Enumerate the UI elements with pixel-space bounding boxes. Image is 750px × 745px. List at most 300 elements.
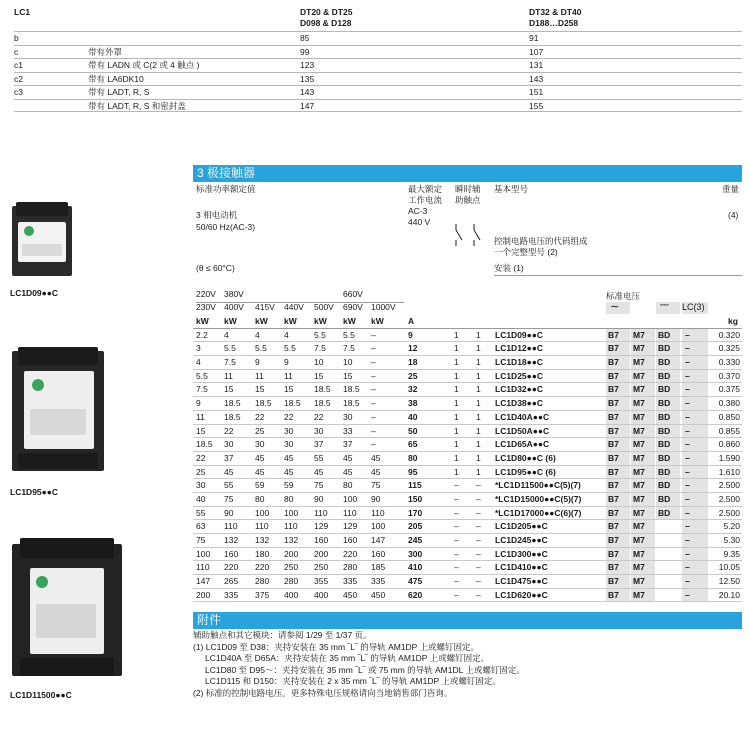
- code-m7: M7: [633, 439, 645, 450]
- power-value: 33: [343, 425, 353, 436]
- power-value: 45: [371, 452, 381, 463]
- weight-note: (4): [728, 210, 739, 220]
- power-value: 3: [196, 343, 201, 354]
- dimension-value-2: 143: [529, 73, 544, 84]
- nc-contact: 1: [476, 452, 481, 463]
- power-value: 265: [224, 576, 239, 587]
- power-value: 11: [284, 370, 293, 381]
- reference: LC1D38●●C: [495, 398, 544, 409]
- dimension-row: [14, 85, 742, 99]
- voltage-label: 440V: [284, 302, 304, 312]
- power-value: 10: [314, 357, 324, 368]
- table-row: [193, 466, 742, 480]
- current-value: 32: [408, 384, 418, 395]
- voltage-row-2: [193, 302, 413, 314]
- nc-contact: –: [476, 576, 481, 587]
- code-lc3: –: [685, 425, 690, 436]
- unit-label: kW: [314, 316, 327, 326]
- temperature-label: (θ ≤ 60°C): [196, 263, 235, 273]
- current-value: 205: [408, 521, 423, 532]
- code-lc3: –: [685, 535, 690, 545]
- voltage-label: 400V: [224, 302, 244, 312]
- power-value: –: [371, 370, 376, 381]
- code-b7: B7: [608, 343, 619, 354]
- no-contact: –: [454, 535, 459, 545]
- no-contact: 1: [454, 452, 459, 463]
- dimension-row: [14, 31, 742, 45]
- code-b7: B7: [608, 466, 619, 477]
- current-value: 150: [408, 493, 423, 504]
- code-b7: B7: [608, 562, 619, 573]
- power-value: 18.5: [314, 398, 331, 409]
- code-m7: M7: [633, 507, 645, 518]
- no-contact: –: [454, 493, 459, 504]
- code-bd: BD: [658, 398, 671, 409]
- code-m7: M7: [633, 576, 645, 587]
- code-b7: B7: [608, 535, 619, 545]
- power-value: 55: [314, 452, 324, 463]
- power-value: 11: [224, 370, 233, 381]
- code-bd: BD: [658, 329, 671, 340]
- power-value: 11: [255, 370, 264, 381]
- power-value: 15: [343, 370, 353, 381]
- nc-contact: 1: [476, 411, 481, 422]
- code-bd: BD: [658, 466, 671, 477]
- power-value: 9: [196, 398, 201, 409]
- power-value: 147: [371, 535, 386, 545]
- code-lc3: –: [685, 439, 690, 450]
- code-m7: M7: [633, 329, 645, 340]
- power-value: 18.5: [255, 398, 272, 409]
- reference: LC1D95●●C (6): [495, 466, 556, 477]
- dimension-value-1: 147: [300, 100, 315, 111]
- current-value: 245: [408, 535, 423, 545]
- code-m7: M7: [633, 411, 645, 422]
- reference: LC1D12●●C: [495, 343, 544, 354]
- power-value: 4: [284, 329, 289, 340]
- dimension-description: 带有 LADT, R, S: [88, 87, 150, 97]
- voltage-label: 1000V: [371, 302, 396, 312]
- no-contact: 1: [454, 439, 459, 450]
- power-value: 22: [224, 425, 234, 436]
- dimension-table-header: [14, 4, 742, 31]
- weight-value: 0.850: [718, 411, 740, 422]
- current-value: 170: [408, 507, 423, 518]
- note-line: 辅助触点和其它模块：请参阅 1/29 至 1/37 页。: [193, 630, 372, 640]
- power-value: 37: [224, 452, 234, 463]
- lc3-label: LC(3): [682, 302, 708, 314]
- power-value: 129: [314, 521, 329, 532]
- code-b7: B7: [608, 576, 619, 587]
- unit-label: kW: [196, 316, 209, 326]
- power-value: 335: [343, 576, 358, 587]
- no-contact: –: [454, 480, 459, 491]
- power-value: 250: [314, 562, 329, 573]
- current-value: 300: [408, 548, 423, 559]
- code-lc3: –: [685, 589, 690, 600]
- power-value: 15: [284, 384, 294, 395]
- current-value: 65: [408, 439, 418, 450]
- table-row: [193, 479, 742, 493]
- code-m7: M7: [633, 589, 645, 600]
- power-value: 18.5: [343, 398, 360, 409]
- power-value: 75: [314, 480, 324, 491]
- table-row: [193, 411, 742, 425]
- power-value: 100: [255, 507, 270, 518]
- current-value: 18: [408, 357, 418, 368]
- dimension-description: 带有 LA6DK10: [88, 73, 144, 84]
- nc-contact: 1: [476, 398, 481, 409]
- power-value: 220: [224, 562, 239, 573]
- contactor-photo-large: [10, 538, 124, 680]
- no-contact: 1: [454, 370, 459, 381]
- dimension-value-1: 85: [300, 33, 310, 43]
- dimension-description: 带有外罩: [88, 46, 123, 57]
- nc-contact: –: [476, 589, 481, 600]
- power-value: 4: [224, 329, 229, 340]
- dimension-key: c1: [14, 60, 23, 70]
- power-value: –: [371, 357, 376, 368]
- code-bd: BD: [658, 384, 671, 395]
- voltage-label: 660V: [343, 289, 363, 299]
- table-row: [193, 452, 742, 466]
- power-value: 220: [343, 548, 358, 559]
- power-value: 7.5: [224, 357, 236, 368]
- dimension-value-2: 151: [529, 87, 544, 97]
- nc-contact: –: [476, 562, 481, 573]
- power-value: 4: [255, 329, 260, 340]
- power-value: 22: [255, 411, 265, 422]
- aux-contacts-header: 瞬时辅 助触点: [455, 184, 481, 205]
- table-row: [193, 575, 742, 589]
- power-value: 22: [196, 452, 206, 463]
- code-bd: BD: [658, 507, 671, 518]
- reference: LC1D475●●C: [495, 576, 548, 587]
- reference: LC1D245●●C: [495, 535, 548, 545]
- header-divider: [494, 275, 742, 276]
- code-m7: M7: [633, 548, 645, 559]
- code-b7: B7: [608, 384, 619, 395]
- no-contact: 1: [454, 398, 459, 409]
- voltage-label: 380V: [224, 289, 244, 299]
- weight-value: 0.320: [718, 329, 740, 340]
- voltage-label: 220V: [196, 289, 216, 299]
- power-value: 132: [255, 535, 270, 545]
- code-b7: B7: [608, 370, 619, 381]
- current-value: 410: [408, 562, 423, 573]
- code-lc3: –: [685, 576, 690, 587]
- dimension-value-2: 107: [529, 46, 544, 57]
- photo-caption-2: LC1D95●●C: [10, 487, 59, 497]
- code-m7: M7: [633, 384, 645, 395]
- power-value: 200: [284, 548, 299, 559]
- power-value: 80: [255, 493, 265, 504]
- reference: *LC1D17000●●C(6)(7): [495, 507, 582, 518]
- power-value: 100: [284, 507, 299, 518]
- table-row: [193, 342, 742, 356]
- control-code-note: 控制电路电压的代码组成 一个完整型号 (2): [494, 236, 588, 257]
- power-value: 110: [371, 507, 385, 518]
- weight-value: 0.325: [718, 343, 740, 354]
- reference: LC1D300●●C: [495, 548, 548, 559]
- no-contact: –: [454, 589, 459, 600]
- power-value: 335: [371, 576, 386, 587]
- lc-label: LC1: [14, 7, 31, 17]
- ac-tilde-icon: ∼: [606, 302, 630, 314]
- voltage-type-row: [606, 299, 742, 314]
- power-value: 55: [224, 480, 234, 491]
- power-value: 18.5: [224, 411, 241, 422]
- voltage-label: 500V: [314, 302, 334, 312]
- column-header-2: DT32 & DT40 D188…D258: [529, 7, 582, 28]
- no-contact: 1: [454, 411, 459, 422]
- current-value: 620: [408, 589, 423, 600]
- power-value: 5.5: [314, 329, 326, 340]
- dimension-value-1: 135: [300, 73, 315, 84]
- power-value: 75: [224, 493, 234, 504]
- unit-label: kW: [255, 316, 268, 326]
- code-m7: M7: [633, 493, 645, 504]
- product-table: [193, 315, 742, 602]
- code-b7: B7: [608, 452, 619, 463]
- code-m7: M7: [633, 370, 645, 381]
- dimension-value-2: 131: [529, 60, 544, 70]
- code-b7: B7: [608, 589, 619, 600]
- nc-contact: –: [476, 507, 481, 518]
- power-value: 132: [284, 535, 299, 545]
- dimension-table: [14, 4, 742, 112]
- code-bd: BD: [658, 493, 671, 504]
- section-title-bar: 3 极接触器: [193, 165, 742, 182]
- power-value: 22: [314, 411, 324, 422]
- code-b7: B7: [608, 425, 619, 436]
- code-b7: B7: [608, 480, 619, 491]
- reference: LC1D40A●●C: [495, 411, 550, 422]
- table-row: [193, 370, 742, 384]
- reference: LC1D25●●C: [495, 370, 544, 381]
- power-value: 90: [224, 507, 234, 518]
- nc-contact: 1: [476, 439, 481, 450]
- no-contact: –: [454, 521, 459, 532]
- power-value: 30: [224, 439, 234, 450]
- code-lc3: –: [685, 562, 690, 573]
- current-value: 50: [408, 425, 418, 436]
- code-b7: B7: [608, 357, 619, 368]
- code-m7: M7: [633, 466, 645, 477]
- note-line: (1) LC1D09 至 D38：夹持安装在 35 mm ‾L‾ 的导轨 AM1DP 上或螺钉固定。: [193, 641, 480, 652]
- table-row: [193, 493, 742, 507]
- voltage-divider: [196, 302, 404, 303]
- weight-value: 5.20: [723, 521, 740, 532]
- power-value: 90: [371, 493, 381, 504]
- power-value: 5.5: [343, 329, 355, 340]
- contactor-photo-medium: [10, 345, 106, 477]
- power-value: 7.5: [314, 343, 326, 354]
- reference: LC1D620●●C: [495, 589, 548, 600]
- weight-value: 0.330: [718, 357, 740, 368]
- no-contact: 1: [454, 466, 459, 477]
- power-value: 45: [255, 466, 265, 477]
- code-m7: M7: [633, 343, 645, 354]
- power-value: 30: [314, 425, 324, 436]
- table-header-row: [193, 315, 742, 329]
- code-lc3: –: [685, 466, 690, 477]
- table-row: [193, 356, 742, 370]
- code-b7: B7: [608, 548, 619, 559]
- weight-value: 1.590: [718, 452, 740, 463]
- code-bd: BD: [658, 425, 671, 436]
- power-value: –: [371, 384, 376, 395]
- code-m7: M7: [633, 521, 645, 532]
- power-value: 100: [196, 548, 211, 559]
- dimension-description: 带有 LADT, R, S 和密封盖: [88, 100, 186, 111]
- motor-label-1: 3 相电动机: [196, 210, 238, 220]
- code-bd: BD: [658, 343, 671, 354]
- code-m7: M7: [633, 425, 645, 436]
- code-bd: BD: [658, 439, 671, 450]
- power-value: 45: [255, 452, 265, 463]
- current-value: 475: [408, 576, 423, 587]
- power-value: –: [371, 425, 376, 436]
- current-value: 38: [408, 398, 418, 409]
- note-line: (2) 标准的控制电路电压。更多特殊电压规格请向当地销售部门咨询。: [193, 687, 453, 698]
- weight-value: 2.500: [718, 507, 740, 518]
- power-value: 30: [284, 439, 294, 450]
- power-value: 15: [224, 384, 234, 395]
- power-value: 9: [255, 357, 260, 368]
- code-lc3: –: [685, 329, 690, 340]
- power-value: 25: [255, 425, 265, 436]
- reference: LC1D410●●C: [495, 562, 548, 573]
- power-value: 160: [224, 548, 239, 559]
- contact-symbol-icon: [452, 222, 484, 248]
- power-value: 30: [343, 411, 353, 422]
- no-contact: –: [454, 576, 459, 587]
- dimension-key: c2: [14, 73, 23, 84]
- power-value: 75: [371, 480, 381, 491]
- reference: LC1D205●●C: [495, 521, 548, 532]
- motor-label-2: 50/60 Hz(AC-3): [196, 222, 256, 232]
- no-contact: 1: [454, 329, 459, 340]
- power-value: 45: [343, 452, 353, 463]
- power-value: 400: [284, 589, 299, 600]
- table-row: [193, 425, 742, 439]
- contactor-photo-small: [10, 200, 74, 282]
- weight-value: 0.370: [718, 370, 740, 381]
- weight-value: 2.500: [718, 480, 740, 491]
- power-value: 30: [284, 425, 294, 436]
- code-bd: BD: [658, 411, 671, 422]
- weight-value: 20.10: [718, 589, 740, 600]
- power-value: 15: [314, 370, 324, 381]
- code-lc3: –: [685, 480, 690, 491]
- code-m7: M7: [633, 452, 645, 463]
- std-voltage-label: 标准电压: [606, 291, 641, 301]
- weight-value: 10.05: [718, 562, 740, 573]
- power-value: 220: [255, 562, 270, 573]
- table-row: [193, 534, 742, 548]
- power-value: 30: [196, 480, 206, 491]
- code-bd: BD: [658, 452, 671, 463]
- table-row: [193, 507, 742, 521]
- power-value: 45: [371, 466, 381, 477]
- code-lc3: –: [685, 411, 690, 422]
- code-b7: B7: [608, 507, 619, 518]
- nc-contact: 1: [476, 329, 481, 340]
- unit-label: kW: [284, 316, 297, 326]
- dimension-key: b: [14, 33, 19, 43]
- code-b7: B7: [608, 439, 619, 450]
- dimension-description: 带有 LADN 或 C(2 或 4 触点 ): [88, 60, 200, 70]
- power-value: 15: [255, 384, 265, 395]
- current-value: 9: [408, 329, 413, 340]
- code-b7: B7: [608, 398, 619, 409]
- power-value: 45: [224, 466, 234, 477]
- power-value: 450: [371, 589, 386, 600]
- power-value: 450: [343, 589, 358, 600]
- power-value: 5.5: [196, 370, 208, 381]
- dimension-key: c: [14, 46, 19, 57]
- power-value: 59: [255, 480, 265, 491]
- power-value: 45: [314, 466, 324, 477]
- power-value: 15: [196, 425, 206, 436]
- code-m7: M7: [633, 480, 645, 491]
- code-m7: M7: [633, 562, 645, 573]
- power-value: 250: [284, 562, 299, 573]
- power-value: –: [371, 343, 376, 354]
- power-value: 90: [314, 493, 324, 504]
- table-row: [193, 548, 742, 562]
- code-lc3: –: [685, 452, 690, 463]
- power-value: 25: [196, 466, 206, 477]
- nc-contact: 1: [476, 357, 481, 368]
- power-value: –: [371, 439, 376, 450]
- column-header-1: DT20 & DT25 D098 & D128: [300, 7, 353, 28]
- power-value: 10: [343, 357, 353, 368]
- unit-label: kW: [343, 316, 356, 326]
- code-lc3: –: [685, 548, 690, 559]
- accessory-notes: [193, 630, 742, 700]
- power-value: 80: [343, 480, 353, 491]
- code-lc3: –: [685, 357, 690, 368]
- table-row: [193, 329, 742, 343]
- no-contact: 1: [454, 384, 459, 395]
- amp-label: A: [408, 316, 415, 326]
- reference: LC1D18●●C: [495, 357, 544, 368]
- reference: LC1D80●●C (6): [495, 452, 556, 463]
- current-value: 40: [408, 411, 418, 422]
- kg-label: kg: [728, 316, 738, 326]
- power-value: 110: [284, 521, 298, 532]
- dimension-value-2: 91: [529, 33, 539, 43]
- code-b7: B7: [608, 411, 619, 422]
- power-value: 59: [284, 480, 294, 491]
- dimension-row: [14, 58, 742, 72]
- current-value: 25: [408, 370, 418, 381]
- basic-ref-header: 基本型号: [494, 184, 529, 194]
- power-value: 132: [224, 535, 239, 545]
- install-note: 安装 (1): [494, 263, 524, 273]
- weight-value: 1.610: [718, 466, 740, 477]
- current-value: 95: [408, 466, 418, 477]
- note-line: LC1D80 至 D95～：夹持安装在 35 mm ‾L‾ 或 75 mm 的导轨 AM1DL 上或螺钉固定。: [205, 664, 525, 675]
- power-value: 5.5: [255, 343, 267, 354]
- table-row: [193, 520, 742, 534]
- power-value: 80: [284, 493, 294, 504]
- power-value: 129: [343, 521, 358, 532]
- table-row: [193, 561, 742, 575]
- code-bd: BD: [658, 370, 671, 381]
